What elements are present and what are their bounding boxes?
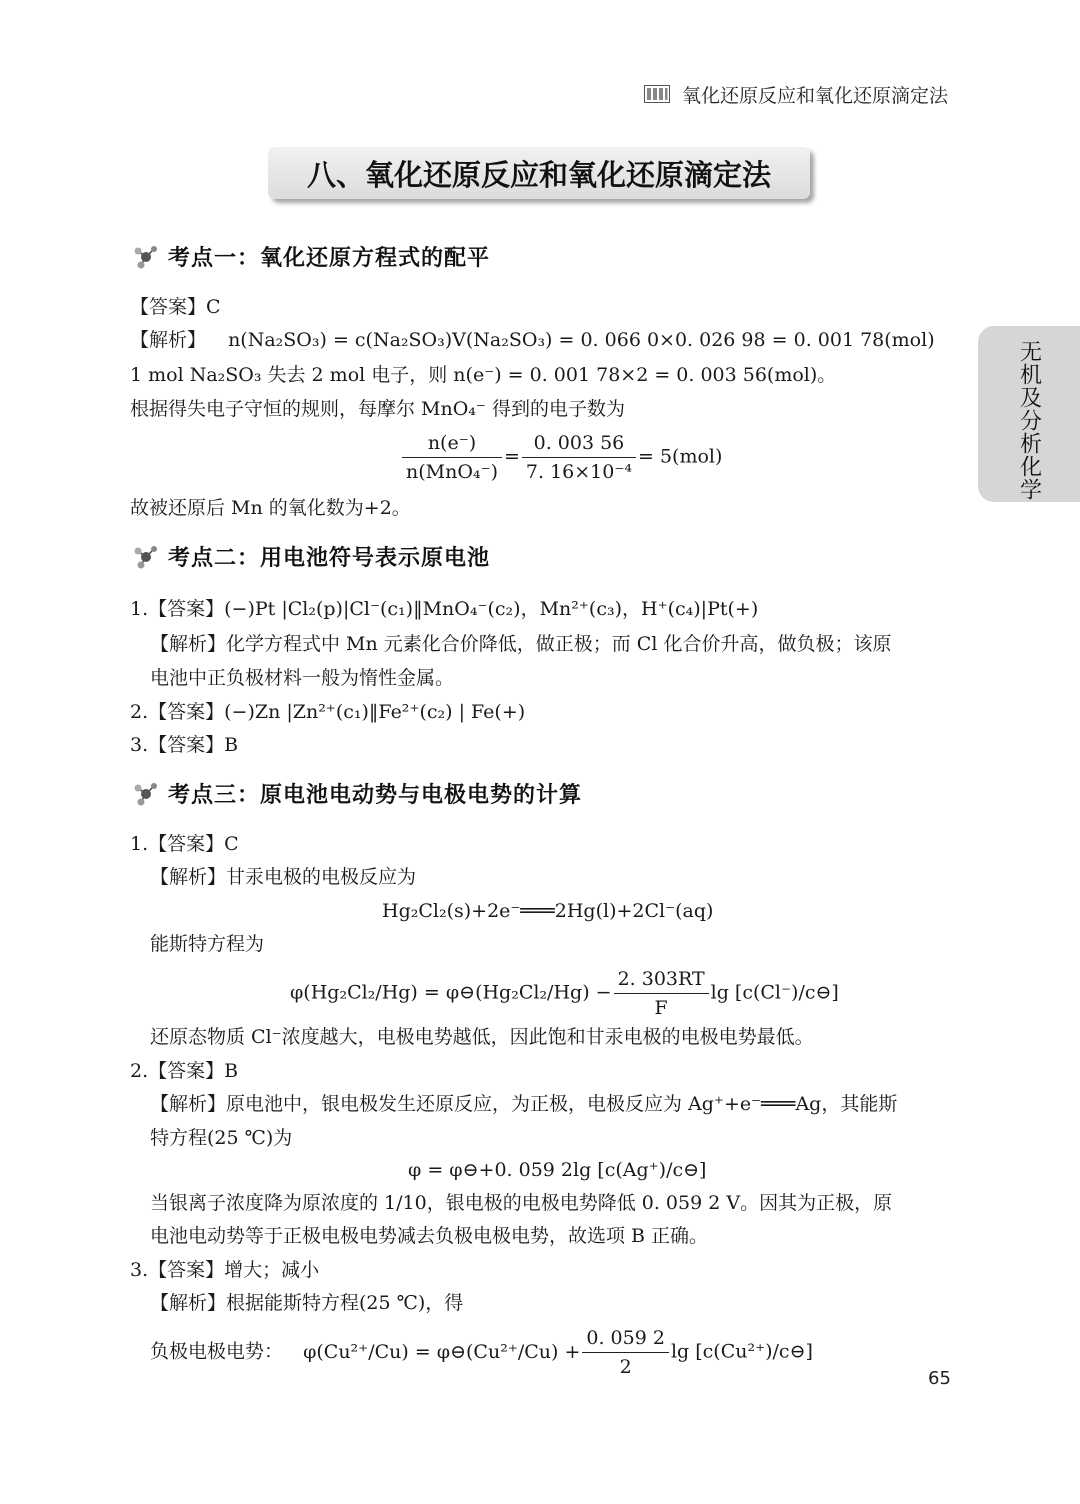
s1-analysis-label: 【解析】 (130, 329, 207, 351)
s1-answer: 【答案】C (130, 296, 221, 318)
s1-analysis (130, 327, 935, 353)
s3-q3-eq-right: lg [c(Cu²⁺)/c⊖] (670, 1340, 813, 1363)
s1-frac1-den: n(MnO₄⁻) (406, 461, 498, 483)
s1-conclusion: 故被还原后 Mn 的氧化数为+2。 (130, 497, 411, 519)
s3-q1-conclusion: 还原态物质 Cl⁻浓度越大，电极电势越低，因此饱和甘汞电极的电极电势最低。 (150, 1026, 814, 1048)
s3-q2-analysis-l2: 特方程(25 ℃)为 (150, 1127, 293, 1149)
s3-q3-analysis: 【解析】根据能斯特方程(25 ℃)，得 (150, 1292, 464, 1314)
molecule-icon (130, 780, 160, 806)
s1-fraction-equation: $\frac{n(e^-)}{\text{n(MnO₄⁻)}}$ = $\frac{0. 003 56}{\text{7. 16×10⁻⁴}}$ = 5(mol) (400, 430, 722, 485)
s3-q2-analysis-l1: 【解析】原电池中，银电极发生还原反应，为正极，电极反应为 Ag⁺+e⁻═══Ag，其能斯 (150, 1093, 898, 1115)
s3-q3-eq-den: 2 (619, 1356, 632, 1378)
s1-frac1-num: n(e⁻) (402, 430, 502, 458)
s1-line2: 1 mol Na₂SO₃ 失去 2 mol 电子，则 n(e⁻) = 0. 001 78×2 = 0. 003 56(mol)。 (130, 364, 837, 386)
page-number: 65 (928, 1368, 951, 1389)
section-heading-1-text: 考点一：氧化还原方程式的配平 (168, 245, 491, 271)
molecule-icon (130, 243, 160, 269)
s3-q3-answer: 3.【答案】增大；减小 (130, 1259, 320, 1281)
s3-q3-eq-left: φ(Cu²⁺/Cu) = φ⊖(Cu²⁺/Cu) + (303, 1340, 581, 1363)
side-tab-text: 无机及分析化学 (1016, 340, 1042, 501)
section-heading-3-text: 考点三：原电池电动势与电极电势的计算 (168, 782, 583, 808)
s3-q1-nernst-right: lg [c(Cl⁻)/c⊖] (710, 981, 839, 1004)
s3-q1-nernst-frac (614, 966, 709, 1021)
s3-q2-answer: 2.【答案】B (130, 1060, 239, 1082)
s2-q2-answer: 2.【答案】(−)Zn |Zn²⁺(c₁)‖Fe²⁺(c₂) | Fe(+) (130, 701, 526, 723)
side-tab (978, 326, 1080, 502)
s3-q2-equation: φ = φ⊖+0. 059 2lg [c(Ag⁺)/c⊖] (408, 1159, 707, 1181)
s1-frac-result: = 5(mol) (638, 445, 723, 468)
section-heading-3 (130, 778, 582, 808)
s3-q1-answer: 1.【答案】C (130, 833, 239, 855)
s3-q2-conclusion-l1: 当银离子浓度降为原浓度的 1/10，银电极的电极电势降低 0. 059 2 V。因其为正极，原 (150, 1192, 893, 1214)
s1-analysis-eq: n(Na₂SO₃) = c(Na₂SO₃)V(Na₂SO₃) = 0. 066 0×0. 026 98 = 0. 001 78(mol) (228, 329, 935, 351)
s3-q1-reaction: Hg₂Cl₂(s)+2e⁻═══2Hg(l)+2Cl⁻(aq) (382, 900, 714, 922)
s3-q3-frac (582, 1325, 669, 1380)
s3-q1-nernst-label: 能斯特方程为 (150, 933, 265, 955)
s3-q3-label: 负极电极电势： (150, 1340, 284, 1363)
section-heading-2-text: 考点二：用电池符号表示原电池 (168, 545, 491, 571)
s1-frac1 (402, 430, 502, 485)
book-icon (644, 85, 670, 103)
s1-frac2-den: 7. 16×10⁻⁴ (525, 461, 632, 483)
running-title: 氧化还原反应和氧化还原滴定法 (681, 84, 948, 107)
s1-frac2 (522, 430, 636, 485)
running-header (644, 82, 948, 106)
s3-q1-nernst-num: 2. 303RT (614, 966, 709, 994)
section-heading-2 (130, 541, 490, 571)
section-heading-1 (130, 241, 490, 271)
chapter-title-text: 八、氧化还原反应和氧化还原滴定法 (306, 157, 771, 192)
s3-q1-nernst (290, 966, 839, 1021)
molecule-icon (130, 543, 160, 569)
s3-q1-nernst-den: F (654, 997, 668, 1019)
s2-q1-answer: 1.【答案】(−)Pt |Cl₂(p)|Cl⁻(c₁)‖MnO₄⁻(c₂)，Mn²⁺(c₃)，H⁺(c₄)|Pt(+) (130, 598, 759, 620)
s3-q1-nernst-left: φ(Hg₂Cl₂/Hg) = φ⊖(Hg₂Cl₂/Hg) − (290, 981, 612, 1004)
s3-q3-equation (150, 1325, 813, 1380)
chapter-title (268, 147, 810, 199)
s3-q1-analysis: 【解析】甘汞电极的电极反应为 (150, 866, 417, 888)
s2-q1-analysis-l1: 【解析】化学方程式中 Mn 元素化合价降低，做正极；而 Cl 化合价升高，做负极；该原 (150, 633, 892, 655)
s1-line3: 根据得失电子守恒的规则，每摩尔 MnO₄⁻ 得到的电子数为 (130, 398, 625, 420)
s3-q3-eq-num: 0. 059 2 (582, 1325, 669, 1353)
s2-q1-analysis-l2: 电池中正负极材料一般为惰性金属。 (150, 667, 455, 689)
s2-q3-answer: 3.【答案】B (130, 734, 239, 756)
s1-frac2-num: 0. 003 56 (522, 430, 636, 458)
s3-q2-conclusion-l2: 电池电动势等于正极电极电势减去负极电极电势，故选项 B 正确。 (150, 1225, 709, 1247)
